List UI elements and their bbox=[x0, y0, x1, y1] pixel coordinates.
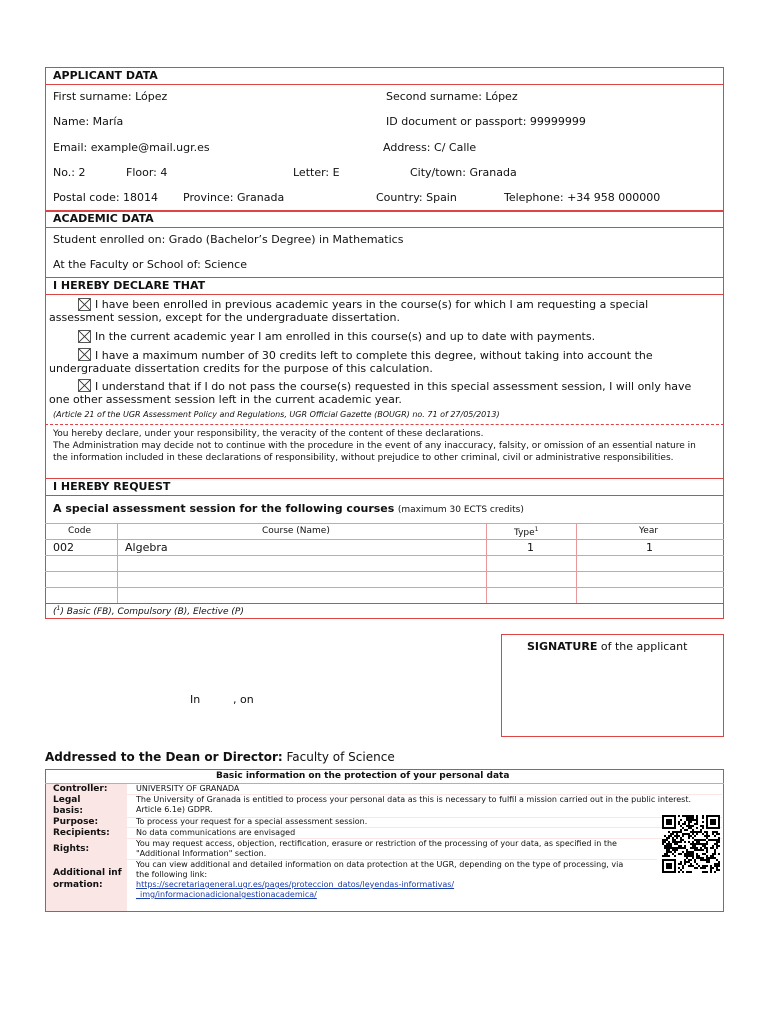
col-header-course: Course (Name) bbox=[262, 526, 330, 536]
faculty-field[interactable]: At the Faculty or School of: Science bbox=[53, 258, 247, 271]
country-field[interactable]: Country: Spain bbox=[376, 191, 457, 204]
degree-field[interactable]: Student enrolled on: Grado (Bachelor’s Degree) in Mathematics bbox=[53, 233, 404, 246]
first-surname-field[interactable]: First surname: López bbox=[53, 90, 168, 103]
addressed-to-label: Addressed to the Dean or Director: bbox=[45, 750, 283, 764]
qr-code[interactable] bbox=[662, 815, 720, 873]
divider bbox=[45, 227, 724, 228]
table-border bbox=[45, 571, 724, 572]
col-header-type bbox=[514, 526, 539, 538]
declare-heading: I HEREBY DECLARE THAT bbox=[53, 279, 206, 292]
city-field[interactable]: City/town: Granada bbox=[410, 166, 517, 179]
footnote-open: ( bbox=[53, 607, 57, 617]
col-header-type-label: Type bbox=[514, 528, 535, 538]
date-label: , on bbox=[233, 693, 254, 706]
place-label: In bbox=[190, 693, 201, 706]
type-superscript: 1 bbox=[534, 526, 539, 533]
request-subtitle-text: A special assessment session for the following courses bbox=[53, 502, 395, 515]
table-border bbox=[486, 523, 487, 603]
row-1-code[interactable]: 002 bbox=[53, 541, 74, 554]
table-border bbox=[45, 523, 724, 524]
address-field[interactable]: Address: C/ Calle bbox=[383, 141, 477, 154]
footnote-superscript: 1 bbox=[56, 605, 61, 612]
signature-label bbox=[527, 640, 687, 653]
divider bbox=[45, 84, 724, 85]
privacy-text-recipients: No data communications are envisaged bbox=[136, 828, 296, 837]
addressed-to bbox=[45, 750, 395, 764]
academic-heading: ACADEMIC DATA bbox=[53, 212, 154, 225]
declare-item-2: In the current academic year I am enrolled in this course(s) and up to date with payments. bbox=[95, 330, 596, 343]
privacy-label-purpose: Purpose: bbox=[53, 817, 99, 827]
privacy-info-link[interactable]: https://secretariageneral.ugr.es/pages/proteccion_datos/leyendas-informativas/_img/informacionadicionalgestionacademica/ bbox=[136, 880, 455, 899]
declare-item-4: I understand that if I do not pass the course(s) requested in this special assessment session, I will only have one other assessment session left in the current academic year. bbox=[49, 380, 692, 406]
signature-label-bold: SIGNATURE bbox=[527, 640, 598, 653]
privacy-text-legal-basis: The University of Granada is entitled to process your personal data as this is necessary to fulfil a mission carried out in the public interest. Article 6.1e) GDPR. bbox=[136, 795, 692, 814]
signature-label-rest: of the applicant bbox=[597, 640, 688, 653]
request-heading: I HEREBY REQUEST bbox=[53, 480, 171, 493]
privacy-text-purpose: To process your request for a special assessment session. bbox=[136, 817, 368, 826]
article-note: (Article 21 of the UGR Assessment Policy and Regulations, UGR Official Gazette (BOUGR) no. 71 of 27/05/2013) bbox=[53, 410, 500, 419]
privacy-text-additional-info: You can view additional and detailed information on data protection at the UGR, depending on the type of processing, via the following link: bbox=[136, 860, 624, 879]
table-border bbox=[45, 603, 724, 604]
privacy-text-rights: You may request access, objection, rectification, erasure or restriction of the processing of your data, as specified in the "Additional Information" section. bbox=[136, 839, 617, 858]
second-surname-field[interactable]: Second surname: López bbox=[386, 90, 518, 103]
privacy-title: Basic information on the protection of your personal data bbox=[216, 771, 510, 781]
request-subtitle-note: (maximum 30 ECTS credits) bbox=[397, 505, 524, 515]
postal-code-field[interactable]: Postal code: 18014 bbox=[53, 191, 159, 204]
row-1-type[interactable]: 1 bbox=[527, 541, 534, 554]
row-1-course[interactable]: Algebra bbox=[125, 541, 168, 554]
floor-field[interactable]: Floor: 4 bbox=[126, 166, 168, 179]
type-footnote bbox=[53, 605, 244, 617]
number-field[interactable]: No.: 2 bbox=[53, 166, 86, 179]
telephone-field[interactable]: Telephone: +34 958 000000 bbox=[504, 191, 661, 204]
administration-note: The Administration may decide not to continue with the procedure in the event of any inaccuracy, falsity, or omission of an essential nature in the information included in these declarations of responsibility, without prejudice to other criminal, civil or administrative responsibilities. bbox=[53, 441, 696, 463]
email-field[interactable]: Email: example@mail.ugr.es bbox=[53, 141, 210, 154]
row-1-year[interactable]: 1 bbox=[646, 541, 653, 554]
col-header-code: Code bbox=[68, 526, 92, 536]
table-border bbox=[45, 555, 724, 556]
request-subtitle bbox=[53, 502, 524, 515]
privacy-label-rights: Rights: bbox=[53, 844, 90, 854]
privacy-label-controller: Controller: bbox=[53, 784, 108, 794]
col-header-year: Year bbox=[639, 526, 659, 536]
privacy-label-legal-basis: Legal basis: bbox=[53, 795, 83, 816]
table-border bbox=[117, 523, 118, 603]
divider bbox=[45, 495, 724, 496]
declare-item-3: I have a maximum number of 30 credits left to complete this degree, without taking into account the undergraduate dissertation credits for the purpose of this calculation. bbox=[49, 349, 653, 375]
declare-item-1: I have been enrolled in previous academic years in the course(s) for which I am requesting a special assessment session, except for the undergraduate dissertation. bbox=[49, 298, 649, 324]
letter-field[interactable]: Letter: E bbox=[293, 166, 340, 179]
divider bbox=[45, 294, 724, 295]
applicant-heading: APPLICANT DATA bbox=[53, 69, 158, 82]
addressed-to-value: Faculty of Science bbox=[282, 750, 395, 764]
privacy-text-controller: UNIVERSITY OF GRANADA bbox=[136, 784, 240, 793]
table-border bbox=[45, 587, 724, 588]
name-field[interactable]: Name: María bbox=[53, 115, 124, 128]
privacy-label-additional-info: Additional information: bbox=[53, 868, 122, 890]
privacy-label-recipients: Recipients: bbox=[53, 828, 110, 838]
province-field[interactable]: Province: Granada bbox=[183, 191, 285, 204]
footnote-text: ) Basic (FB), Compulsory (B), Elective (P) bbox=[60, 607, 244, 617]
table-border bbox=[576, 523, 577, 603]
id-document-field[interactable]: ID document or passport: 99999999 bbox=[386, 115, 586, 128]
veracity-text: You hereby declare, under your responsibility, the veracity of the content of these declarations. bbox=[53, 429, 484, 439]
dashed-divider bbox=[45, 424, 724, 425]
table-border bbox=[45, 539, 724, 540]
